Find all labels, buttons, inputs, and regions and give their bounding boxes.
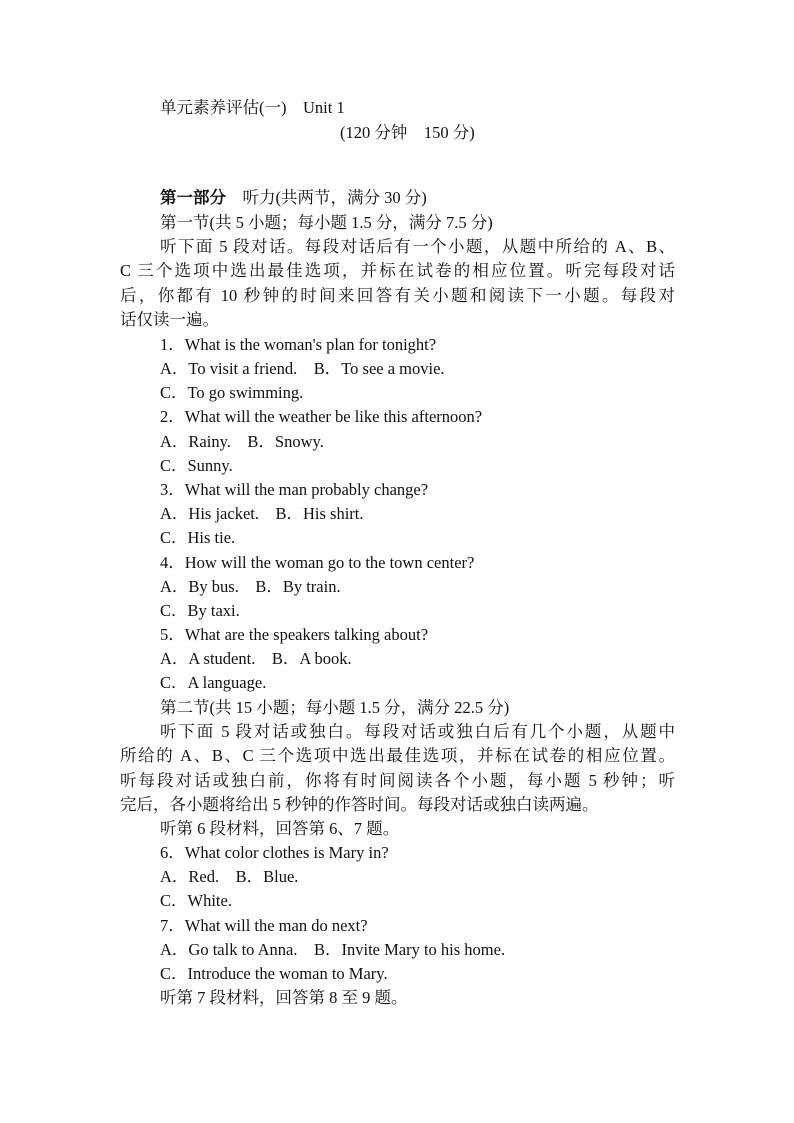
question-options: A．Rainy. B．Snowy. [160,432,324,451]
question-options: C．By taxi. [160,601,240,620]
section2-instruction-line: 听每段对话或独白前，你将有时间阅读各个小题，每小题 5 秒钟；听 [120,771,675,790]
section2-instruction-line: 听下面 5 段对话或独白。每段对话或独白后有几个小题，从题中 [160,722,675,741]
question-options: C．White. [160,891,232,910]
part1-label: 第一部分 [160,188,226,207]
question-options: C．Sunny. [160,456,233,475]
section1-heading: 第一节(共 5 小题；每小题 1.5 分，满分 7.5 分) [160,213,493,232]
question-options: A．By bus. B．By train. [160,577,341,596]
question-options: C．A language. [160,673,267,692]
section1-instruction-line: 后，你都有 10 秒钟的时间来回答有关小题和阅读下一小题。每段对 [120,286,675,305]
section1-instruction-line: C 三个选项中选出最佳选项，并标在试卷的相应位置。听完每段对话 [120,261,675,280]
page-title: 单元素养评估(一) Unit 1 [160,98,345,117]
question-stem: 7．What will the man do next? [160,916,368,935]
section1-instruction-line: 听下面 5 段对话。每段对话后有一个小题，从题中所给的 A、B、 [160,237,675,256]
question-options: C．His tie. [160,528,236,547]
material-instruction: 听第 6 段材料，回答第 6、7 题。 [160,819,400,838]
question-stem: 1．What is the woman's plan for tonight? [160,335,437,354]
question-options: C．Introduce the woman to Mary. [160,964,388,983]
question-stem: 6．What color clothes is Mary in? [160,843,389,862]
material-instruction: 听第 7 段材料，回答第 8 至 9 题。 [160,988,408,1007]
question-options: A．A student. B．A book. [160,649,352,668]
section2-instruction-line: 所给的 A、B、C 三个选项中选出最佳选项，并标在试卷的相应位置。 [120,746,675,765]
section2-heading: 第二节(共 15 小题；每小题 1.5 分，满分 22.5 分) [160,698,510,717]
question-stem: 4．How will the woman go to the town center? [160,553,475,572]
time-and-score: (120 分钟 150 分) [340,123,475,142]
question-options: A．His jacket. B．His shirt. [160,504,364,523]
part1-heading [160,188,427,208]
section2-instruction-line: 完后，各小题将给出 5 秒钟的作答时间。每段对话或独白读两遍。 [120,795,599,814]
part1-heading-rest: 听力(共两节，满分 30 分) [226,188,427,207]
question-options: C．To go swimming. [160,383,304,402]
question-stem: 2．What will the weather be like this afternoon? [160,407,483,426]
question-stem: 5．What are the speakers talking about? [160,625,429,644]
question-stem: 3．What will the man probably change? [160,480,429,499]
section1-instruction-line: 话仅读一遍。 [120,310,219,329]
question-options: A．Red. B．Blue. [160,867,299,886]
question-options: A．Go talk to Anna. B．Invite Mary to his home. [160,940,506,959]
question-options: A．To visit a friend. B．To see a movie. [160,359,445,378]
